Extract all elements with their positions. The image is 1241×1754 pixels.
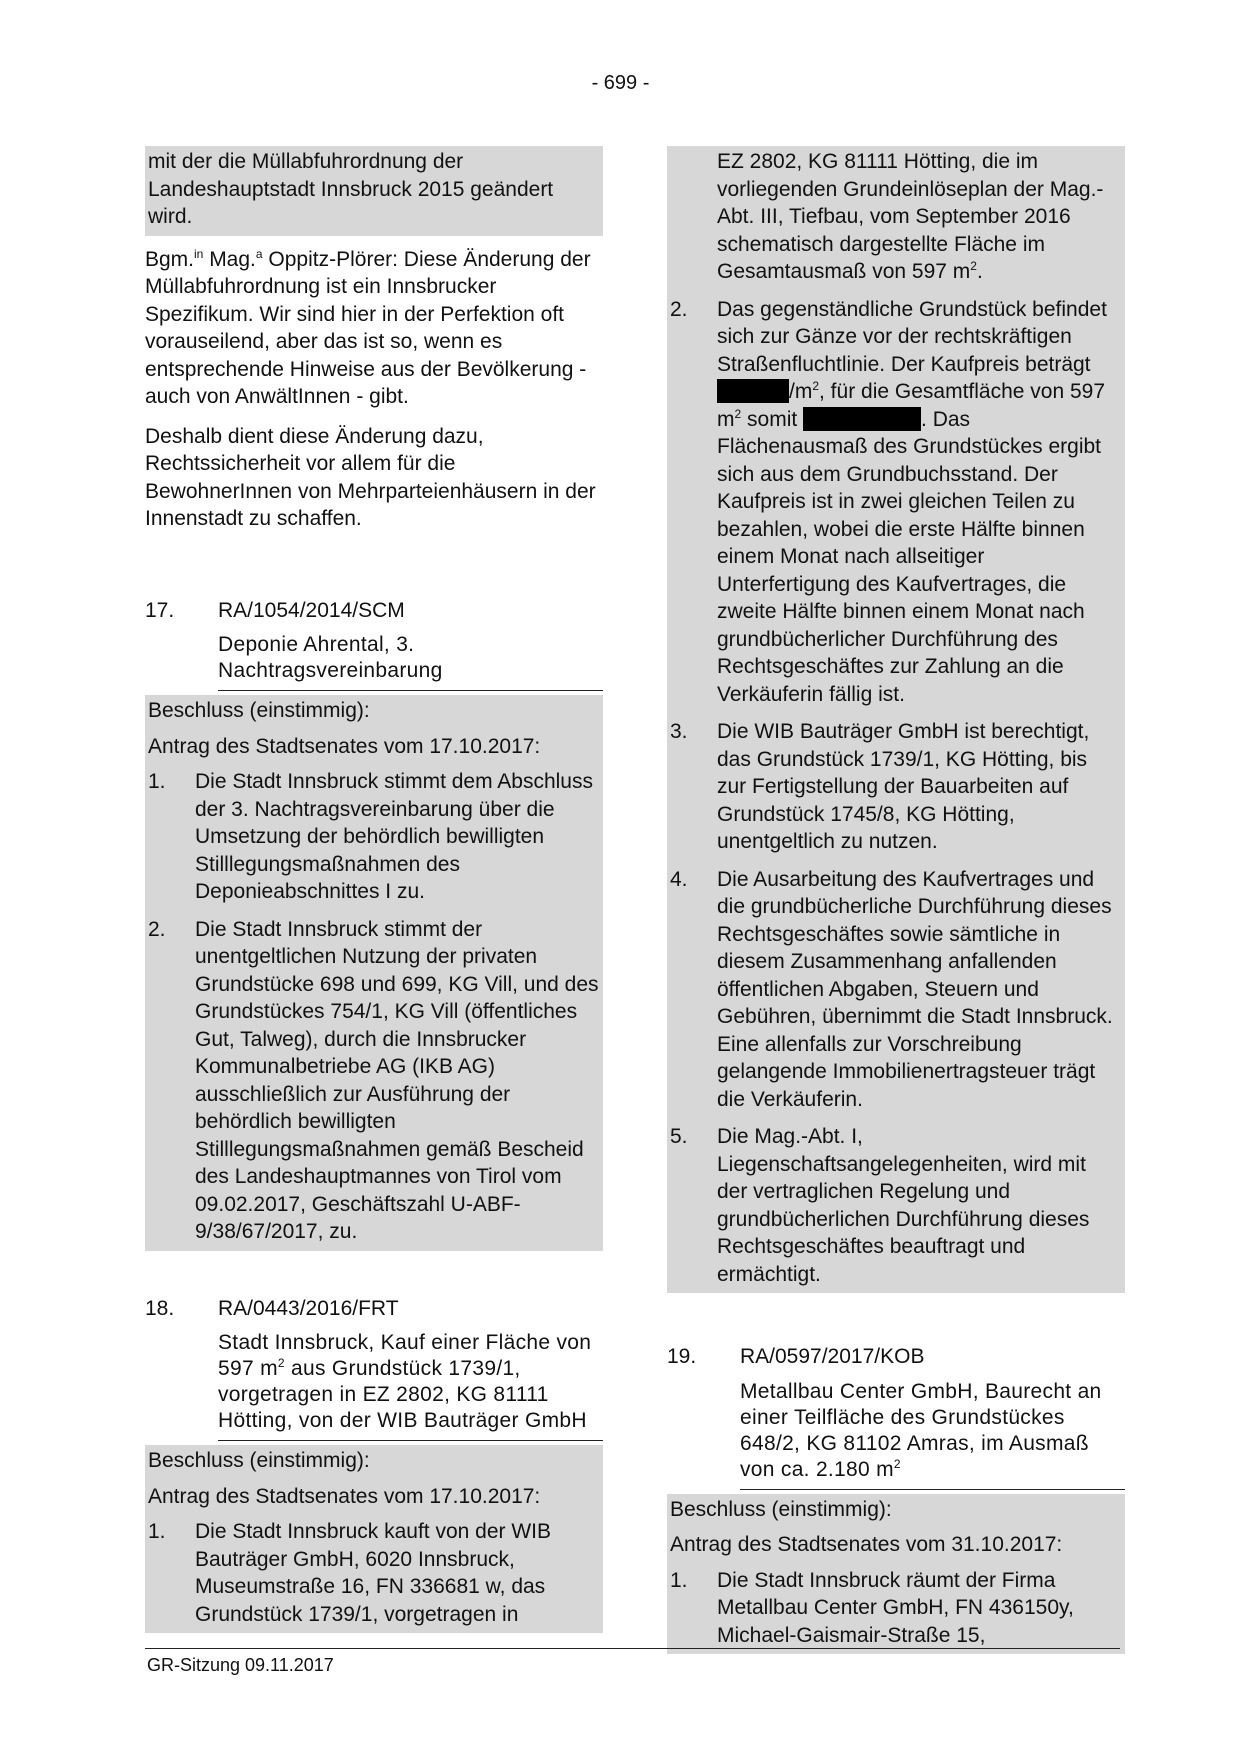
speech-paragraph-1 <box>145 246 603 411</box>
footer-divider <box>145 1648 1120 1649</box>
point-text: Die Ausarbeitung des Kaufvertrages und die grundbücherliche Durchführung dieses Rechtsgeschäftes sowie sämtliche in diesem Zusammenhang anfallenden öffentlichen Abgaben, Steuern und Gebühren, übernimmt die Stadt Innsbruck. Eine allenfalls zur Vorschreibung gelangende Immobilienertragsteuer trägt die Verkäuferin. <box>717 867 1113 1111</box>
point-text: Die Mag.-Abt. I, Liegenschaftsangelegenheiten, wird mit der vertraglichen Regelung und grundbücherlichen Durchführung dieses Rechtsgeschäftes beauftragt und ermächtigt. <box>717 1125 1090 1286</box>
resolution-block <box>145 695 603 1251</box>
p2-sup2: 2 <box>734 406 742 421</box>
intro-text: mit der die Müllabfuhrordnung der Landeshauptstadt Innsbruck 2015 geändert wird. <box>148 150 554 228</box>
redaction-bar <box>803 407 921 431</box>
point-text: Die Stadt Innsbruck stimmt dem Abschluss der 3. Nachtragsvereinbarung über die Umsetzung der behördlich bewilligten Stilllegungsmaßnahmen des Deponieabschnittes I zu. <box>195 770 593 903</box>
title-sup: 2 <box>893 1456 901 1471</box>
item-title-text-2: aus Grundstück 1739/1, vorgetragen in EZ 2802, KG 81111 Hötting, von der WIB Bauträger GmbH <box>218 1357 587 1432</box>
motion-label: Antrag des Stadtsenates vom 17.10.2017: <box>148 734 541 758</box>
speech-text-1: Oppitz-Plörer: Diese Änderung der Müllabfuhrordnung ist ein Innsbrucker Spezifikum. Wir sind hier in der Perfektion oft vorauseilend, aber das ist so, wenn es entsprechende Hinweise aus der Bevölkerung - auch von AnwältInnen - gibt. <box>145 247 591 408</box>
point2-text-e: . Das Flächenausmaß des Grundstückes ergibt sich aus dem Grundbuchsstand. Der Kaufpreis ist in zwei gleichen Teilen zu bezahlen, wobei die erste Hälfte binnen einem Monat nach allseitiger Unterfertigung des Kaufvertrages, die zweite Hälfte binnen einem Monat nach grundbücherlicher Durchführung des Rechtsgeschäftes zur Zahlung an die Verkäuferin fällig ist. <box>717 407 1102 706</box>
continued-text-body: EZ 2802, KG 81111 Hötting, die im vorliegenden Grundeinlöseplan der Mag.-Abt. III, Tiefbau, vom September 2016 schematisch dargestellte Fläche im Gesamtausmaß von 597 m <box>717 150 1104 283</box>
point-number: 5. <box>670 1125 688 1148</box>
point-number: 3. <box>670 720 688 743</box>
resolution-block <box>145 1445 603 1633</box>
point2-text-b: /m <box>789 380 813 403</box>
speech-paragraph-2: Deshalb dient diese Änderung dazu, Rechtssicherheit vor allem für die BewohnerInnen von Mehrparteienhäusern in der Innenstadt zu schaffen. <box>145 424 596 530</box>
item-title <box>218 1330 603 1441</box>
resolution-label: Beschluss (einstimmig): <box>670 1497 892 1521</box>
speaker-sup2: a <box>255 246 263 261</box>
cont-sup: 2 <box>970 259 977 273</box>
item-title: Deponie Ahrental, 3. Nachtragsvereinbarung <box>218 632 603 691</box>
redaction-bar <box>717 379 789 403</box>
agenda-item-17 <box>145 597 603 1251</box>
item-reference: RA/1054/2014/SCM <box>218 598 405 622</box>
page-number: - 699 - <box>591 72 650 94</box>
speaker-mag: Mag. <box>203 247 256 271</box>
speaker-sup: in <box>194 246 204 261</box>
item-reference: RA/0443/2016/FRT <box>218 1296 399 1320</box>
continued-resolution-block <box>667 146 1125 1293</box>
resolution-block <box>667 1494 1125 1655</box>
item-title <box>740 1379 1125 1490</box>
item-reference: RA/0597/2017/KOB <box>740 1345 925 1368</box>
point-number: 1. <box>670 1568 688 1592</box>
item-number: 18. <box>145 1296 175 1320</box>
point-text <box>717 296 1122 709</box>
point2-text-d: somit <box>741 407 804 431</box>
item-title-text: Stadt Innsbruck, Kauf einer Fläche von 597 m <box>218 1331 592 1380</box>
point-text: Die WIB Bauträger GmbH ist berechtigt, das Grundstück 1739/1, KG Hötting, bis zur Fertigstellung der Bauarbeiten auf Grundstück 1745/8, KG Hötting, unentgeltlich zu nutzen. <box>717 720 1090 853</box>
point-number: 2. <box>148 917 166 941</box>
p2-sup: 2 <box>812 379 820 393</box>
right-column <box>667 146 1125 1654</box>
motion-label: Antrag des Stadtsenates vom 17.10.2017: <box>148 1484 541 1508</box>
point-number: 2. <box>670 297 688 321</box>
cont-end: . <box>976 260 983 283</box>
point2-text-a: Das gegenständliche Grundstück befindet sich zur Gänze vor der rechtskräftigen Straßenfluchtlinie. Der Kaufpreis beträgt <box>717 297 1107 376</box>
point-text: Die Stadt Innsbruck kauft von der WIB Bauträger GmbH, 6020 Innsbruck, Museumstraße 16, FN 336681 w, das Grundstück 1739/1, vorgetragen in <box>195 1520 551 1626</box>
point-number: 4. <box>670 867 688 891</box>
point-number: 1. <box>148 1520 166 1543</box>
item-number: 17. <box>145 598 175 622</box>
motion-label: Antrag des Stadtsenates vom 31.10.2017: <box>670 1533 1063 1556</box>
item-number: 19. <box>667 1345 697 1368</box>
resolution-label: Beschluss (einstimmig): <box>148 1449 370 1472</box>
footer-text: GR-Sitzung 09.11.2017 <box>147 1655 334 1675</box>
point-text: Die Stadt Innsbruck stimmt der unentgeltlichen Nutzung der privaten Grundstücke 698 und 699, KG Vill, und des Grundstückes 754/1, KG Vill (öffentliches Gut, Talweg), durch die Innsbrucker Kommunalbetriebe AG (IKB AG) ausschließlich zur Ausführung der behördlich bewilligten Stilllegungsmaßnahmen gemäß Bescheid des Landeshauptmannes von Tirol vom 09.02.2017, Geschäftszahl U-ABF-9/38/67/2017, zu. <box>195 917 599 1243</box>
point2-text-c: , für die Gesamtfläche von 597 m <box>717 380 1106 431</box>
continued-text <box>717 148 1122 286</box>
agenda-item-18 <box>145 1295 603 1634</box>
speaker-title: Bgm. <box>145 247 195 271</box>
agenda-item-19 <box>667 1343 1125 1654</box>
left-column <box>145 146 603 1633</box>
point-text: Die Stadt Innsbruck räumt der Firma Metallbau Center GmbH, FN 436150y, Michael-Gaismair-Straße 15, <box>717 1568 1074 1647</box>
resolution-label: Beschluss (einstimmig): <box>148 699 370 722</box>
point-number: 1. <box>148 770 166 793</box>
intro-block <box>145 146 603 236</box>
title-sup: 2 <box>277 1356 285 1370</box>
item-title-text: Metallbau Center GmbH, Baurecht an einer Teilfläche des Grundstückes 648/2, KG 81102 Amras, im Ausmaß von ca. 2.180 m <box>740 1379 1102 1481</box>
